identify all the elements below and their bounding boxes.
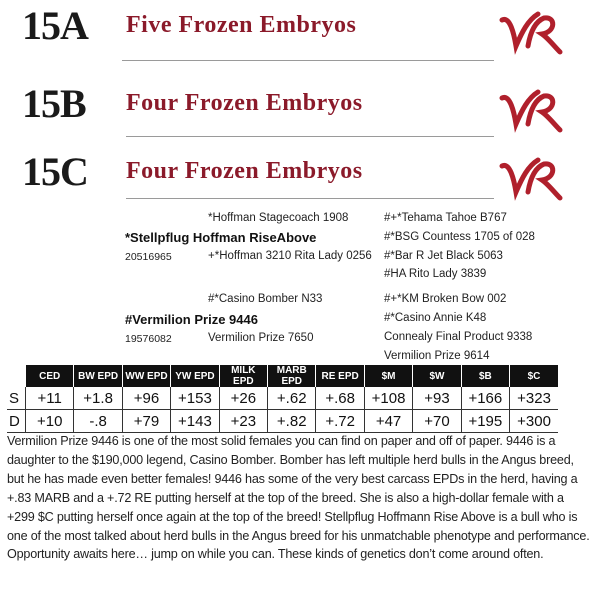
lot-number: 15B — [22, 81, 86, 126]
epd-cell: +26 — [219, 387, 267, 410]
pedigree-dam-reg: 19576082 — [125, 333, 172, 345]
lot-15c — [0, 148, 600, 208]
epd-row-label: D — [7, 410, 26, 433]
epd-header: MARB EPD — [268, 365, 316, 387]
pedigree-ds-sire: #+*KM Broken Bow 002 — [384, 293, 507, 305]
pedigree-dd-dam: Vermilion Prize 9614 — [384, 350, 490, 362]
pedigree-sire-reg: 20516965 — [125, 251, 172, 263]
epd-header-row — [7, 365, 558, 387]
epd-cell: +.82 — [268, 410, 316, 433]
epd-header: BW EPD — [74, 365, 122, 387]
epd-cell: +93 — [413, 387, 461, 410]
epd-cell: +.62 — [268, 387, 316, 410]
pedigree-dam-dam: Vermilion Prize 7650 — [208, 332, 314, 344]
epd-cell: +1.8 — [74, 387, 122, 410]
pedigree-sire-dam: +*Hoffman 3210 Rita Lady 0256 — [208, 250, 372, 262]
epd-cell: +70 — [413, 410, 461, 433]
lot-15a — [0, 2, 600, 62]
lot-title: Five Frozen Embryos — [126, 12, 357, 38]
epd-row-label: S — [7, 387, 26, 410]
divider — [122, 60, 494, 61]
pedigree-dam-name: #Vermilion Prize 9446 — [125, 312, 258, 327]
vr-brand-logo-icon — [498, 84, 564, 134]
epd-header: CED — [26, 365, 74, 387]
epd-cell: +10 — [26, 410, 74, 433]
epd-cell: +.72 — [316, 410, 364, 433]
epd-cell: +11 — [26, 387, 74, 410]
lot-title: Four Frozen Embryos — [126, 90, 363, 116]
epd-cell: +166 — [461, 387, 509, 410]
pedigree-ss-sire: #+*Tehama Tahoe B767 — [384, 212, 507, 224]
lot-description: Vermilion Prize 9446 is one of the most solid females you can find on paper and off of paper. 9446 is a daughter to the $190,000 legend, Casino Bomber. Bomber has left multiple herd bulls in the Angus breed, but he has made even better females! 9446 has some of the very best carcass EPDs in the herd, having a +.83 MARB and a +.72 RE putting herself at the top of the breed. She is also a high-dollar female with a +299 $C putting herself once again at the top of the breed! Stellpflug Hoffmann Rise Above is a bull who is one of the most talked about herd bulls in the Angus breed for his unmatchable phenotype and performance. Opportunity awaits here… jump on while you can. These kinds of genetics don’t come around often. — [7, 434, 590, 562]
epd-cell: +96 — [122, 387, 170, 410]
epd-header: WW EPD — [122, 365, 170, 387]
epd-header: $W — [413, 365, 461, 387]
epd-header: MILK EPD — [219, 365, 267, 387]
pedigree-ss-dam: #*BSG Countess 1705 of 028 — [384, 231, 535, 243]
epd-cell: +.68 — [316, 387, 364, 410]
epd-header: RE EPD — [316, 365, 364, 387]
lot-15b — [0, 80, 600, 140]
pedigree-dd-sire: Connealy Final Product 9338 — [384, 331, 533, 343]
lot-number: 15C — [22, 149, 88, 194]
epd-cell: +143 — [171, 410, 219, 433]
epd-header: YW EPD — [171, 365, 219, 387]
epd-cell: +47 — [364, 410, 412, 433]
epd-header: $B — [461, 365, 509, 387]
divider — [126, 136, 494, 137]
epd-header: $M — [364, 365, 412, 387]
epd-row-dam — [7, 410, 558, 433]
divider — [126, 198, 494, 199]
epd-cell: +195 — [461, 410, 509, 433]
vr-brand-logo-icon — [498, 152, 564, 202]
epd-cell: +23 — [219, 410, 267, 433]
pedigree-sire-sire: *Hoffman Stagecoach 1908 — [208, 212, 349, 224]
epd-cell: -.8 — [74, 410, 122, 433]
epd-cell: +108 — [364, 387, 412, 410]
epd-cell: +323 — [510, 387, 558, 410]
epd-header-corner — [7, 365, 26, 387]
epd-cell: +79 — [122, 410, 170, 433]
epd-header: $C — [510, 365, 558, 387]
pedigree-ds-dam: #*Casino Annie K48 — [384, 312, 487, 324]
pedigree-sire-name: *Stellpflug Hoffman RiseAbove — [125, 230, 317, 245]
epd-cell: +153 — [171, 387, 219, 410]
epd-cell: +300 — [510, 410, 558, 433]
lot-title: Four Frozen Embryos — [126, 158, 363, 184]
lot-number: 15A — [22, 3, 88, 48]
pedigree-dam-sire: #*Casino Bomber N33 — [208, 293, 323, 305]
epd-table — [7, 365, 558, 433]
vr-brand-logo-icon — [498, 6, 564, 56]
pedigree-sd-sire: #*Bar R Jet Black 5063 — [384, 250, 503, 262]
epd-row-sire — [7, 387, 558, 410]
pedigree-sd-dam: #HA Rito Lady 3839 — [384, 268, 487, 280]
